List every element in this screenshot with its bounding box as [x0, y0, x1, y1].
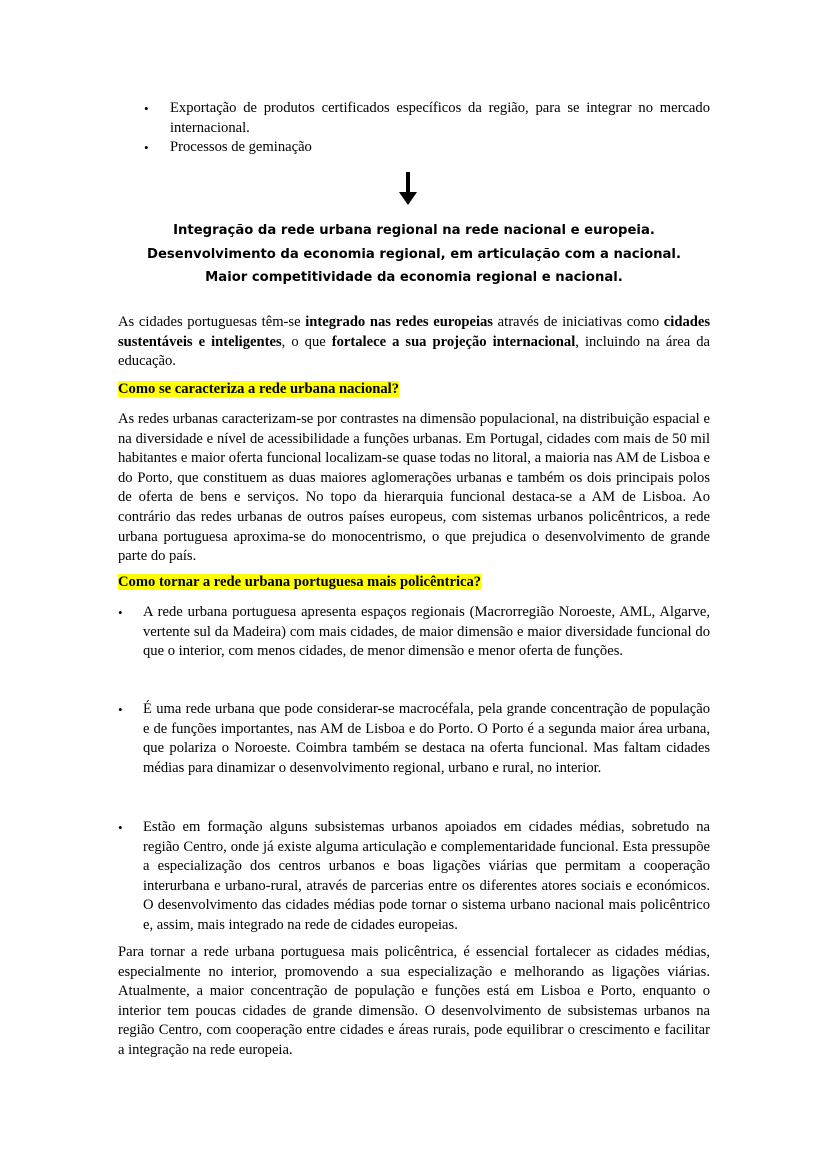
bullet-item-1	[118, 603, 710, 662]
list-item: • É uma rede urbana que pode considerar-se macrocéfala, pela grande concentração de população e de funções importantes, nas AM de Lisboa e do Porto. O Porto é a segunda maior área urbana, que polariza o Noroeste. Coimbra também se destaca na oferta funcional. Mas faltam cidades médias para dinamizar o desenvolvimento regional, urbano e rural, no interior.	[118, 700, 710, 778]
list-item: • A rede urbana portuguesa apresenta espaços regionais (Macrorregião Noroeste, AML, Algarve, vertente sul da Madeira) com mais cidades, de maior dimensão e maior diversidade funcional do que o interior, com menos cidades, de menor dimensão e menor oferta de funções.	[118, 603, 710, 662]
highlighted-question: Como se caracteriza a rede urbana nacional?	[118, 381, 400, 397]
intro-paragraph	[118, 313, 710, 372]
intro-text: através de iniciativas como	[493, 314, 664, 330]
synthesis-line: Integração da rede urbana regional na rede nacional e europeia.	[173, 223, 655, 238]
down-arrow-icon	[396, 172, 420, 206]
top-bullet-list	[118, 99, 710, 158]
list-item: • Processos de geminação	[118, 138, 710, 158]
list-item: • Estão em formação alguns subsistemas urbanos apoiados em cidades médias, sobretudo na região Centro, onde já existe alguma articulação e complementaridade funcional. Esta pressupõe a especialização dos centros urbanos e boas ligações viárias que permitam a cooperação interurbana e urbano-rural, através de parcerias entre os diferentes atores sociais e económicos. O desenvolvimento das cidades médias pode tornar o sistema urbano nacional mais policêntrico e, assim, mais integrado na rede de cidades europeias.	[118, 818, 710, 936]
paragraph-rede-urbana: As redes urbanas caracterizam-se por contrastes na dimensão populacional, na distribuição espacial e na diversidade e nível de acessibilidade a funções urbanas. Em Portugal, cidades com mais de 50 mil habitantes e maior oferta funcional localizam-se quase todas no litoral, a maioria nas AM de Lisboa e do Porto, que constituem as duas maiores aglomerações urbanas e também os dois principais polos de oferta de bens e serviços. No topo da hierarquia funcional destaca-se a AM de Lisboa. Ao contrário das redes urbanas de outros países europeus, com sistemas urbanos policêntricos, a rede urbana portuguesa aproxima-se do monocentrismo, o que prejudica o desenvolvimento de grande parte do país.	[118, 411, 710, 565]
intro-bold: cidades sustentáveis e inteligentes	[118, 314, 711, 350]
intro-bold: fortalece a sua projeção internacional	[331, 333, 576, 350]
intro-text: As cidades portuguesas têm-se	[118, 314, 306, 330]
synthesis-line: Maior competitividade da economia regional e nacional.	[205, 270, 623, 286]
intro-text: , o que	[281, 333, 332, 350]
synthesis-line: Desenvolvimento da economia regional, em articulação com a nacional.	[147, 246, 681, 262]
question-heading-1	[118, 380, 710, 400]
list-item: • Exportação de produtos certificados específicos da região, para se integrar no mercado internacional.	[118, 99, 710, 138]
conclusion-paragraph: Para tornar a rede urbana portuguesa mais policêntrica, é essencial fortalecer as cidades médias, especialmente no interior, promovendo a sua especialização e melhorando as ligações viárias. Atualmente, a maior concentração de população e funções está em Lisboa e Porto, enquanto o interior tem poucas cidades de grande dimensão. O desenvolvimento de subsistemas urbanos na região Centro, com cooperação entre cidades e áreas rurais, pode equilibrar o crescimento e facilitar a integração na rede europeia.	[118, 944, 710, 1058]
intro-text: , incluindo na área da educação.	[118, 333, 710, 370]
bullet-item-3	[118, 818, 710, 936]
bullet-item-2	[118, 700, 710, 778]
highlighted-question: Como tornar a rede urbana portuguesa mais policêntrica?	[118, 574, 482, 590]
intro-bold: integrado nas redes europeias	[305, 314, 493, 330]
question-heading-2	[118, 573, 710, 593]
synthesis-block	[118, 219, 710, 290]
